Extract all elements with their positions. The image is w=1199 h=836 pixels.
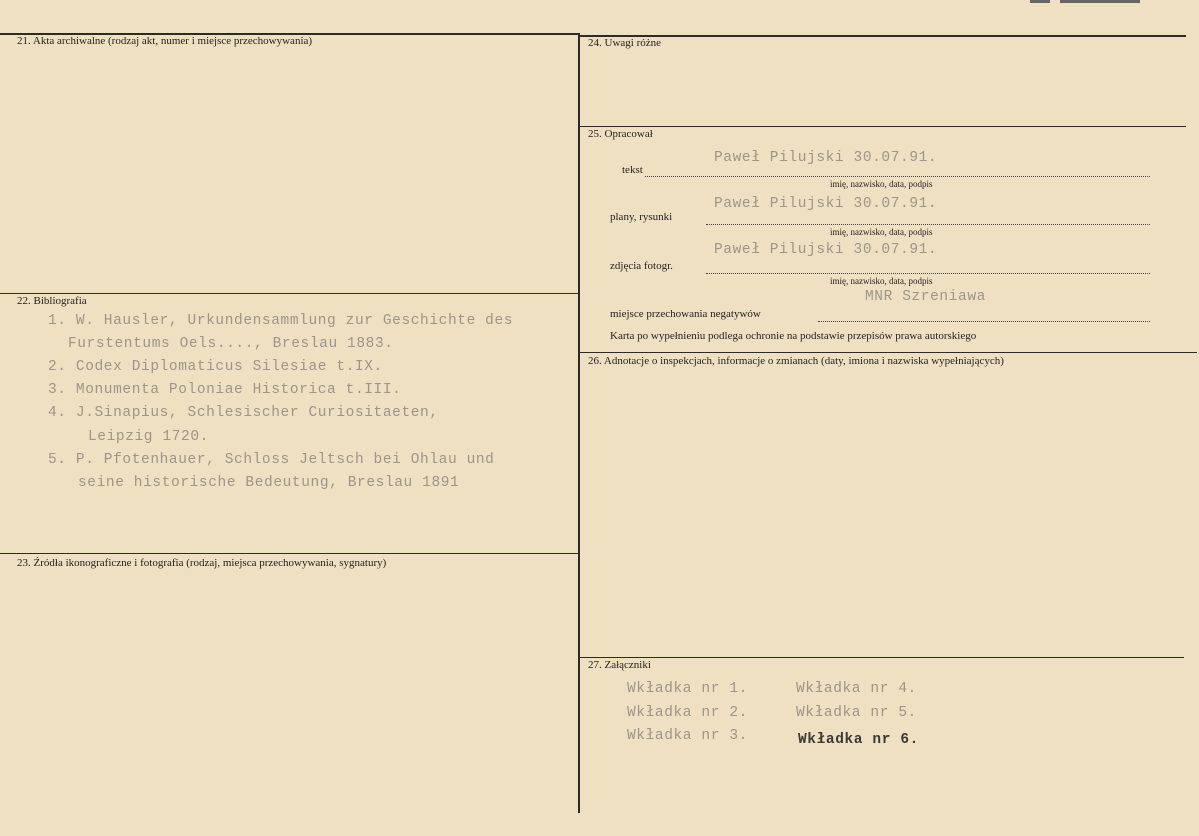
bibliography-entry: Furstentums Oels...., Breslau 1883. xyxy=(68,336,394,352)
attachment-item: Wkładka nr 5. xyxy=(796,705,917,721)
plany-dotted-line xyxy=(706,224,1150,225)
attachment-item: Wkładka nr 3. xyxy=(627,728,748,744)
bibliography-entry: 3. Monumenta Poloniae Historica t.III. xyxy=(48,382,402,398)
divider-26-27 xyxy=(580,657,1184,658)
negatywy-dotted-line xyxy=(818,321,1150,322)
top-edge-mark xyxy=(1030,0,1050,3)
section-22-label: 22. Bibliografia xyxy=(17,295,87,307)
attachment-item: Wkładka nr 1. xyxy=(627,681,748,697)
divider-22-23 xyxy=(0,553,580,554)
divider-21-22 xyxy=(0,293,580,294)
bibliography-entry: 4. J.Sinapius, Schlesischer Curiositaeten, xyxy=(48,405,439,421)
bibliography-entry: seine historische Bedeutung, Breslau 1891 xyxy=(78,475,460,491)
plany-author-value: Paweł Pilujski 30.07.91. xyxy=(714,196,938,212)
top-edge-mark xyxy=(1060,0,1140,3)
divider-25-26 xyxy=(580,352,1197,353)
zdjecia-label: zdjęcia fotogr. xyxy=(610,260,673,272)
bibliography-entry: 2. Codex Diplomaticus Silesiae t.IX. xyxy=(48,359,383,375)
tekst-label: tekst xyxy=(622,164,643,176)
section-24-label: 24. Uwagi różne xyxy=(588,37,662,49)
attachment-item: Wkładka nr 4. xyxy=(796,681,917,697)
zdjecia-caption: imię, nazwisko, data, podpis xyxy=(830,276,933,286)
zdjecia-author-value: Paweł Pilujski 30.07.91. xyxy=(714,242,938,258)
tekst-dotted-line xyxy=(645,176,1150,177)
section-23-label: 23. Źródła ikonograficzne i fotografia (rodzaj, miejsca przechowywania, sygnatury) xyxy=(17,557,387,569)
zdjecia-dotted-line xyxy=(706,273,1150,274)
tekst-caption: imię, nazwisko, data, podpis xyxy=(830,179,933,189)
section-27-label: 27. Załączniki xyxy=(588,659,651,671)
negatywy-label: miejsce przechowania negatywów xyxy=(610,308,761,320)
bibliography-entry: 5. P. Pfotenhauer, Schloss Jeltsch bei Ohlau und xyxy=(48,452,495,468)
attachment-item: Wkładka nr 6. xyxy=(798,732,919,748)
plany-label: plany, rysunki xyxy=(610,211,673,223)
section-25-label: 25. Opracował xyxy=(588,128,653,140)
attachment-item: Wkładka nr 2. xyxy=(627,705,748,721)
section-26-label: 26. Adnotacje o inspekcjach, informacje o zmianach (daty, imiona i nazwiska wypełniających) xyxy=(588,355,1004,367)
center-divider xyxy=(578,33,580,813)
divider-24-25 xyxy=(580,126,1186,127)
bibliography-entry: 1. W. Hausler, Urkundensammlung zur Geschichte des xyxy=(48,313,514,329)
bibliography-entry: Leipzig 1720. xyxy=(88,429,209,445)
copyright-notice: Karta po wypełnieniu podlega ochronie na podstawie przepisów prawa autorskiego xyxy=(610,330,977,342)
top-border-right xyxy=(580,35,1186,37)
negatywy-value: MNR Szreniawa xyxy=(865,289,986,305)
section-21-label: 21. Akta archiwalne (rodzaj akt, numer i miejsce przechowywania) xyxy=(17,35,313,47)
plany-caption: imię, nazwisko, data, podpis xyxy=(830,227,933,237)
tekst-author-value: Paweł Pilujski 30.07.91. xyxy=(714,150,938,166)
